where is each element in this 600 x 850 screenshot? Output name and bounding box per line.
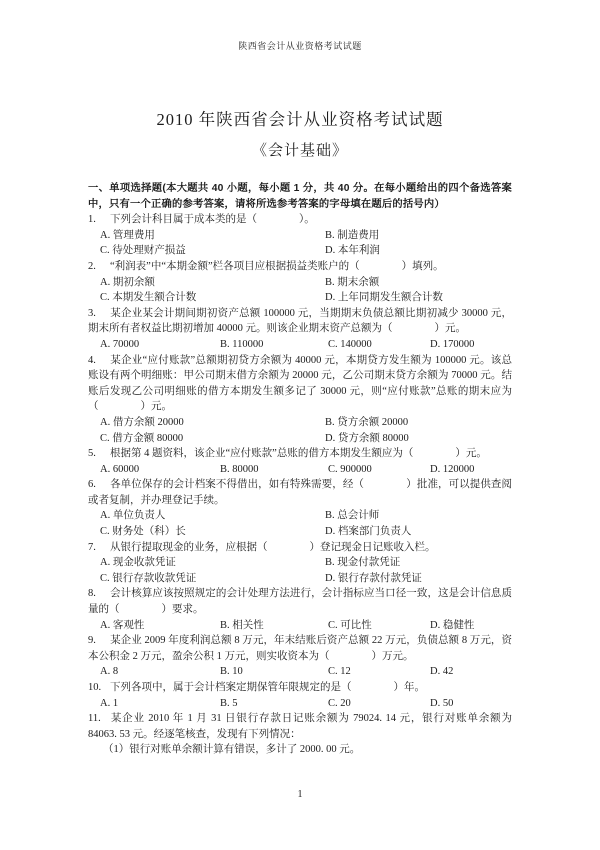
question-stem	[88, 477, 512, 508]
question-number: 11.	[88, 713, 101, 725]
option-row	[100, 290, 512, 306]
option-d: D. 档案部门负责人	[325, 526, 412, 538]
option-row	[100, 524, 512, 540]
question-stem	[88, 353, 512, 415]
question-9	[88, 633, 512, 680]
question-stem-text: 会计核算应该按照规定的会计处理方法进行，会计指标应当口径一致，这是会计信息质量的（ ）要求。	[88, 588, 512, 616]
question-stem-text: 某企业某会计期间期初资产总额 100000 元，当期期末负债总额比期初减少 30000 元，期末所有者权益比期初增加 40000 元。则该企业期末资产总额为（ ）元。	[88, 307, 512, 335]
option-group	[100, 618, 512, 634]
option-c: C. 20	[328, 697, 351, 709]
option-row	[100, 337, 512, 353]
page-number: 1	[297, 789, 303, 800]
option-d: D. 贷方余额 80000	[325, 432, 409, 444]
question-list	[88, 212, 512, 758]
option-c: C. 银行存款收款凭证	[100, 572, 197, 584]
option-c: C. 12	[328, 666, 351, 678]
option-group	[100, 415, 512, 446]
option-d: D. 42	[430, 666, 454, 678]
option-row	[100, 228, 512, 244]
option-row	[100, 508, 512, 524]
question-stem	[88, 306, 512, 337]
option-a: A. 60000	[100, 463, 140, 475]
question-1	[88, 212, 512, 259]
option-d: D. 50	[430, 697, 454, 709]
option-c: C. 本期发生额合计数	[100, 292, 197, 304]
option-b: B. 制造费用	[325, 229, 380, 241]
option-d: D. 上年同期发生额合计数	[325, 292, 443, 304]
option-d: D. 170000	[430, 338, 475, 350]
option-a: A. 期初余额	[100, 276, 155, 288]
question-stem	[88, 633, 512, 664]
question-number: 5.	[88, 448, 96, 460]
question-stem-text: 下列会计科目属于成本类的是（ ）。	[110, 214, 315, 226]
question-stem	[88, 259, 512, 275]
option-c: C. 待处理财产损益	[100, 245, 186, 257]
question-stem-text: 下列各项中，属于会计档案定期保管年限规定的是（ ）年。	[110, 682, 425, 693]
section-heading: 一、单项选择题(本大题共 40 小题，每小题 1 分，共 40 分。在每小题给出的四个备选答案中，只有一个正确的参考答案，请将所选参考答案的字母填在题后的括号内）	[88, 183, 512, 210]
question-number: 10.	[88, 682, 102, 693]
option-d: D. 120000	[430, 463, 475, 475]
question-number: 4.	[88, 354, 96, 366]
question-stem	[88, 711, 512, 742]
option-a: A. 客观性	[100, 619, 145, 631]
question-number: 3.	[88, 307, 96, 319]
option-row	[100, 618, 512, 634]
question-3	[88, 306, 512, 353]
option-group	[100, 228, 512, 259]
option-b: B. 110000	[220, 338, 264, 350]
option-row	[100, 431, 512, 447]
option-b: B. 期末余额	[325, 276, 380, 288]
option-group	[100, 462, 512, 478]
question-number: 9.	[88, 635, 96, 647]
question-4	[88, 353, 512, 447]
question-number: 1.	[88, 214, 96, 226]
question-stem	[88, 212, 512, 228]
option-group	[100, 696, 512, 712]
option-a: A. 70000	[100, 338, 140, 350]
option-group	[100, 337, 512, 353]
page-subtitle: 《会计基础》	[251, 143, 348, 159]
option-row	[100, 664, 512, 680]
exam-content	[88, 181, 512, 758]
question-5	[88, 446, 512, 477]
option-c: C. 140000	[328, 338, 372, 350]
option-row	[100, 696, 512, 712]
option-a: A. 借方余额 20000	[100, 416, 184, 428]
question-stem-text: 某企业“应付账款”总额期初贷方余额为 40000 元，本期贷方发生额为 100000 元。该总账设有两个明细账：甲公司期末借方余额为 20000 元，乙公司期末贷方余额为 70000 元。结账后发现乙公司明细账的借方本期发生额多记了 30000 元，则“应付账款”总账的期末应为（ ）元。	[88, 354, 512, 413]
option-row	[100, 571, 512, 587]
option-d: D. 本年利润	[325, 245, 380, 257]
question-stem-text: 各单位保存的会计档案不得借出，如有特殊需要，经（ ）批准，可以提供查阅或者复制，并办理登记手续。	[88, 479, 512, 506]
option-a: A. 8	[100, 666, 119, 678]
option-c: C. 借方金额 80000	[100, 432, 184, 444]
option-a: A. 现金收款凭证	[100, 557, 176, 569]
option-d: D. 稳健性	[430, 619, 475, 631]
option-group	[100, 664, 512, 680]
question-2	[88, 259, 512, 306]
option-group	[100, 555, 512, 586]
question-7	[88, 540, 512, 587]
option-row	[100, 555, 512, 571]
option-a: A. 单位负责人	[100, 510, 166, 522]
option-row	[100, 462, 512, 478]
page-title: 2010 年陕西省会计从业资格考试试题	[156, 110, 444, 129]
question-stem-text: 根据第 4 题资料，该企业“应付账款”总账的借方本期发生额应为（ ）元。	[110, 448, 487, 460]
question-stem-text: “利润表”中“本期金额”栏各项目应根据损益类账户的（ ）填列。	[110, 260, 444, 272]
question-stem-text: 某企业 2010 年 1 月 31 日银行存款日记账余额为 79024. 14 元，银行对账单余额为 84063. 53 元。经逐笔核查，发现有下列情况：	[88, 713, 512, 740]
option-a: A. 管理费用	[100, 229, 155, 241]
running-header: 陕西省会计从业资格考试试题	[238, 41, 362, 51]
option-group	[100, 275, 512, 306]
option-b: B. 总会计师	[325, 510, 380, 522]
option-b: B. 10	[220, 666, 243, 678]
question-10	[88, 680, 512, 711]
option-b: B. 5	[220, 697, 238, 709]
question-stem	[88, 446, 512, 462]
question-number: 8.	[88, 588, 96, 600]
question-stem	[88, 540, 512, 556]
option-b: B. 现金付款凭证	[325, 557, 401, 569]
question-stem	[88, 680, 512, 696]
option-b: B. 80000	[220, 463, 259, 475]
question-number: 6.	[88, 479, 96, 491]
option-b: B. 贷方余额 20000	[325, 416, 409, 428]
option-row	[100, 275, 512, 291]
question-stem-text: 某企业 2009 年度利润总额 8 万元，年末结账后资产总额 22 万元，负债总额 8 万元，资本公积金 2 万元，盈余公积 1 万元，则实收资本为（ ）万元。	[88, 635, 512, 662]
option-group	[100, 508, 512, 539]
option-a: A. 1	[100, 697, 119, 709]
option-c: C. 财务处（科）长	[100, 526, 186, 538]
question-6	[88, 477, 512, 539]
question-number: 7.	[88, 541, 96, 553]
option-b: B. 相关性	[220, 619, 264, 631]
option-c: C. 可比性	[328, 619, 372, 631]
question-subitem: （1）银行对账单余额计算有错误，多计了 2000. 00 元。	[103, 744, 361, 756]
option-c: C. 900000	[328, 463, 372, 475]
option-row	[100, 415, 512, 431]
question-8	[88, 586, 512, 633]
question-number: 2.	[88, 260, 96, 272]
question-stem	[88, 586, 512, 617]
question-stem-text: 从银行提取现金的业务，应根据（ ）登记现金日记账收入栏。	[110, 541, 436, 553]
option-row	[100, 243, 512, 259]
option-d: D. 银行存款付款凭证	[325, 572, 422, 584]
question-11	[88, 711, 512, 758]
